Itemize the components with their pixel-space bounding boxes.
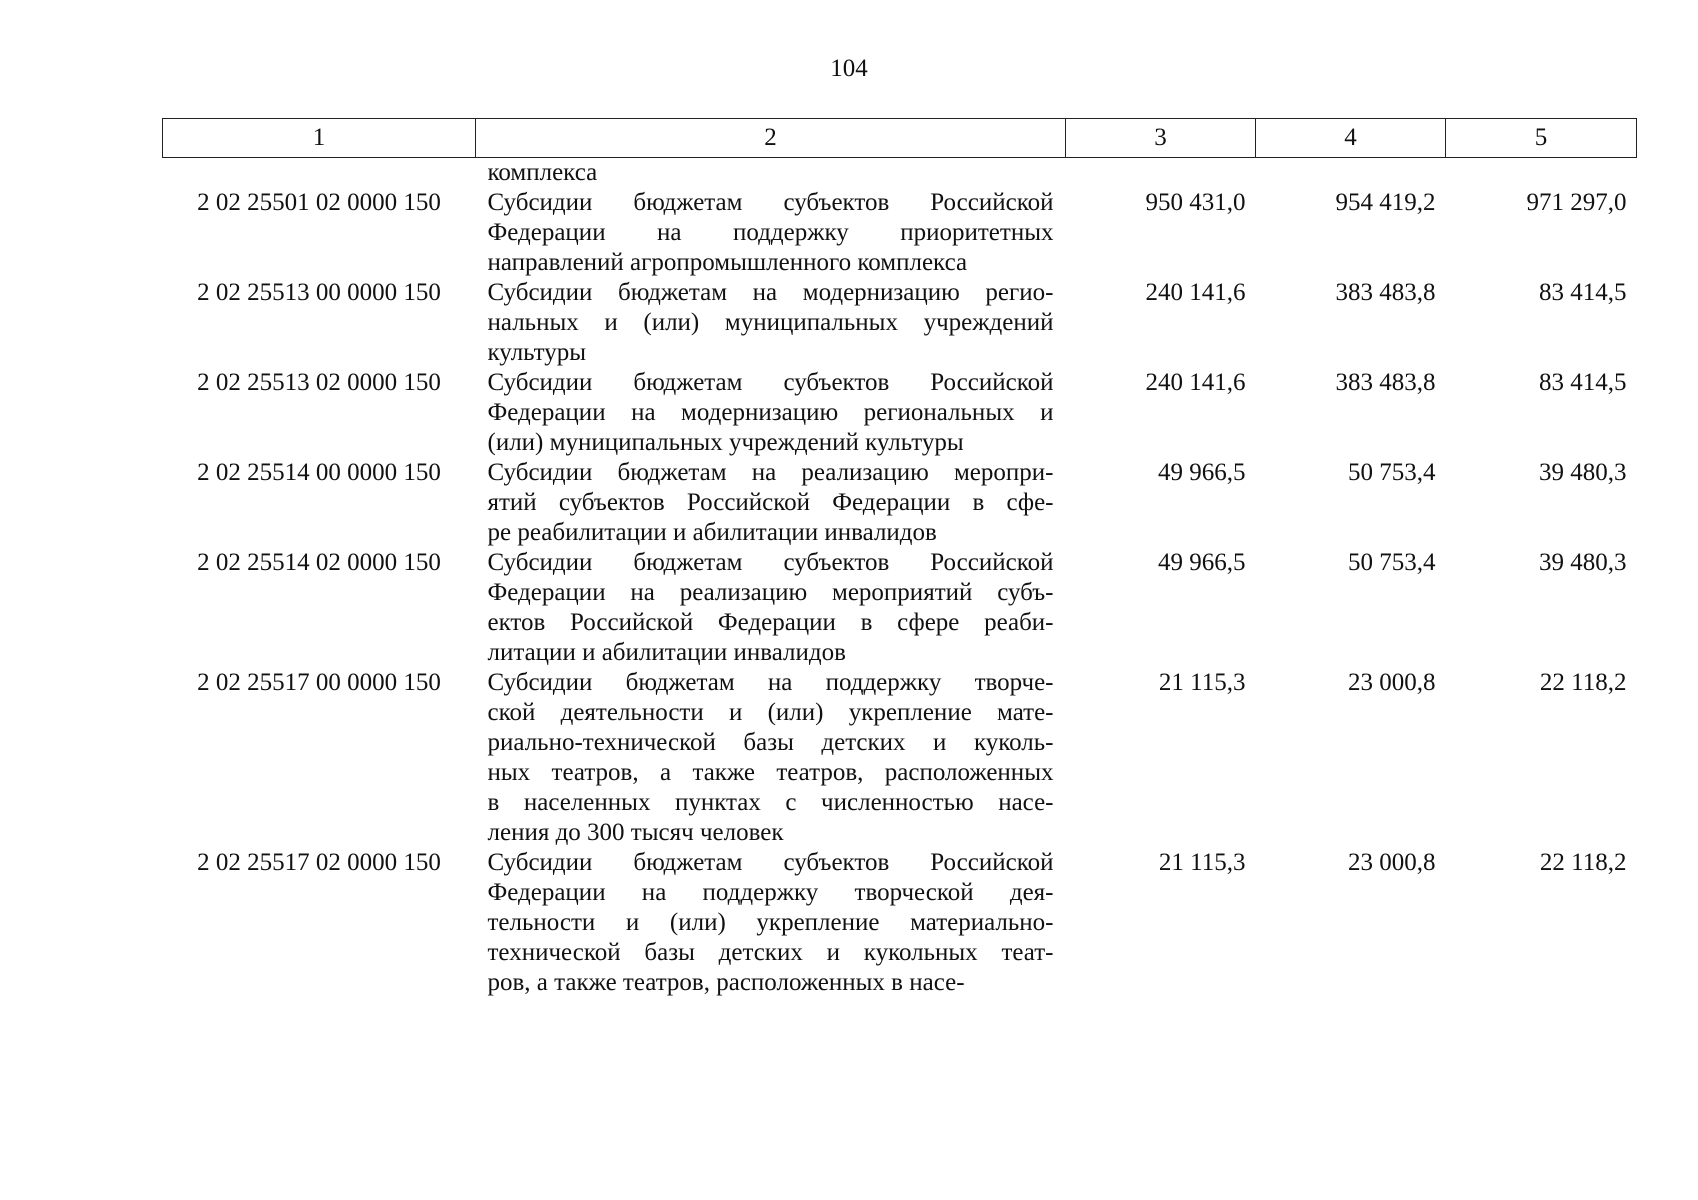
description-line: Субсидии бюджетам на модернизацию регио- bbox=[487, 279, 1054, 306]
amount-column-5: 22 118,2 bbox=[1539, 669, 1627, 696]
budget-code: 2 02 25513 02 0000 150 bbox=[197, 369, 441, 396]
budget-description bbox=[476, 548, 1066, 668]
description-line: Федерации на реализацию мероприятий субъ- bbox=[487, 579, 1054, 606]
amount-column-5: 39 480,3 bbox=[1539, 459, 1627, 486]
continuation-value-5 bbox=[1446, 158, 1637, 189]
amount-column-5: 22 118,2 bbox=[1539, 849, 1627, 876]
amount-column-4: 383 483,8 bbox=[1335, 279, 1436, 306]
description-line: технической базы детских и кукольных теат- bbox=[487, 939, 1054, 966]
budget-description bbox=[476, 188, 1066, 278]
budget-description bbox=[476, 368, 1066, 458]
table-row bbox=[163, 188, 1637, 278]
amount-column-4: 383 483,8 bbox=[1335, 369, 1436, 396]
description-line: культуры bbox=[487, 339, 587, 366]
description-line: ров, а также театров, расположенных в насе- bbox=[487, 969, 965, 996]
description-line: ской деятельности и (или) укрепление мате- bbox=[487, 699, 1054, 726]
amount-column-4: 50 753,4 bbox=[1348, 549, 1436, 576]
column-header-1: 1 bbox=[163, 119, 476, 158]
continuation-value-3 bbox=[1066, 158, 1256, 189]
amount-column-3: 21 115,3 bbox=[1158, 849, 1246, 876]
table-row bbox=[163, 458, 1637, 548]
column-header-2: 2 bbox=[476, 119, 1066, 158]
description-line: Субсидии бюджетам на реализацию меропри- bbox=[487, 459, 1054, 486]
table-row bbox=[163, 848, 1637, 998]
amount-column-3: 950 431,0 bbox=[1145, 189, 1246, 216]
amount-column-4: 50 753,4 bbox=[1348, 459, 1436, 486]
description-line: Федерации на поддержку приоритетных bbox=[487, 219, 1054, 246]
budget-description bbox=[476, 668, 1066, 848]
column-header-4: 4 bbox=[1256, 119, 1446, 158]
description-line: тельности и (или) укрепление материально- bbox=[487, 909, 1054, 936]
description-line: Федерации на поддержку творческой дея- bbox=[487, 879, 1054, 906]
continuation-row bbox=[163, 158, 1637, 189]
budget-description bbox=[476, 278, 1066, 368]
description-line: ектов Российской Федерации в сфере реаби- bbox=[487, 609, 1054, 636]
page-number: 104 bbox=[830, 55, 868, 82]
description-line: Субсидии бюджетам на поддержку творче- bbox=[487, 669, 1054, 696]
table-row bbox=[163, 668, 1637, 848]
description-line: ления до 300 тысяч человек bbox=[487, 819, 784, 846]
amount-column-4: 954 419,2 bbox=[1335, 189, 1436, 216]
description-line: литации и абилитации инвалидов bbox=[487, 639, 846, 666]
amount-column-4: 23 000,8 bbox=[1348, 849, 1436, 876]
amount-column-3: 49 966,5 bbox=[1158, 549, 1246, 576]
description-line: в населенных пунктах с численностью насе- bbox=[487, 789, 1054, 816]
amount-column-5: 83 414,5 bbox=[1539, 279, 1627, 306]
header-row bbox=[163, 119, 1637, 158]
budget-code: 2 02 25517 00 0000 150 bbox=[197, 669, 441, 696]
description-line: Субсидии бюджетам субъектов Российской bbox=[487, 189, 1054, 216]
table-row bbox=[163, 548, 1637, 668]
description-line: нальных и (или) муниципальных учреждений bbox=[487, 309, 1054, 336]
budget-code: 2 02 25513 00 0000 150 bbox=[197, 279, 441, 306]
description-line: риально-технической базы детских и куколь- bbox=[487, 729, 1054, 756]
continuation-code-cell bbox=[163, 158, 476, 189]
budget-table bbox=[162, 118, 1637, 998]
budget-description bbox=[476, 848, 1066, 998]
amount-column-5: 83 414,5 bbox=[1539, 369, 1627, 396]
budget-code: 2 02 25517 02 0000 150 bbox=[197, 849, 441, 876]
table-row bbox=[163, 278, 1637, 368]
description-line: Субсидии бюджетам субъектов Российской bbox=[487, 849, 1054, 876]
description-line: (или) муниципальных учреждений культуры bbox=[487, 429, 964, 456]
amount-column-3: 240 141,6 bbox=[1145, 279, 1246, 306]
amount-column-5: 971 297,0 bbox=[1526, 189, 1627, 216]
table-row bbox=[163, 368, 1637, 458]
description-line: Субсидии бюджетам субъектов Российской bbox=[487, 549, 1054, 576]
budget-code: 2 02 25514 00 0000 150 bbox=[197, 459, 441, 486]
description-line: ятий субъектов Российской Федерации в сфе- bbox=[487, 489, 1054, 516]
continuation-value-4 bbox=[1256, 158, 1446, 189]
table-body bbox=[163, 158, 1637, 999]
description-line: Субсидии бюджетам субъектов Российской bbox=[487, 369, 1054, 396]
amount-column-3: 49 966,5 bbox=[1158, 459, 1246, 486]
budget-table-container bbox=[162, 118, 1636, 998]
budget-code: 2 02 25501 02 0000 150 bbox=[197, 189, 441, 216]
budget-code: 2 02 25514 02 0000 150 bbox=[197, 549, 441, 576]
continuation-description: комплекса bbox=[487, 159, 598, 186]
description-line: Федерации на модернизацию региональных и bbox=[487, 399, 1054, 426]
amount-column-4: 23 000,8 bbox=[1348, 669, 1436, 696]
column-header-5: 5 bbox=[1446, 119, 1637, 158]
description-line: ных театров, а также театров, расположенных bbox=[487, 759, 1054, 786]
amount-column-3: 21 115,3 bbox=[1158, 669, 1246, 696]
column-header-3: 3 bbox=[1066, 119, 1256, 158]
description-line: ре реабилитации и абилитации инвалидов bbox=[487, 519, 937, 546]
budget-description bbox=[476, 458, 1066, 548]
amount-column-3: 240 141,6 bbox=[1145, 369, 1246, 396]
description-line: направлений агропромышленного комплекса bbox=[487, 249, 968, 276]
amount-column-5: 39 480,3 bbox=[1539, 549, 1627, 576]
